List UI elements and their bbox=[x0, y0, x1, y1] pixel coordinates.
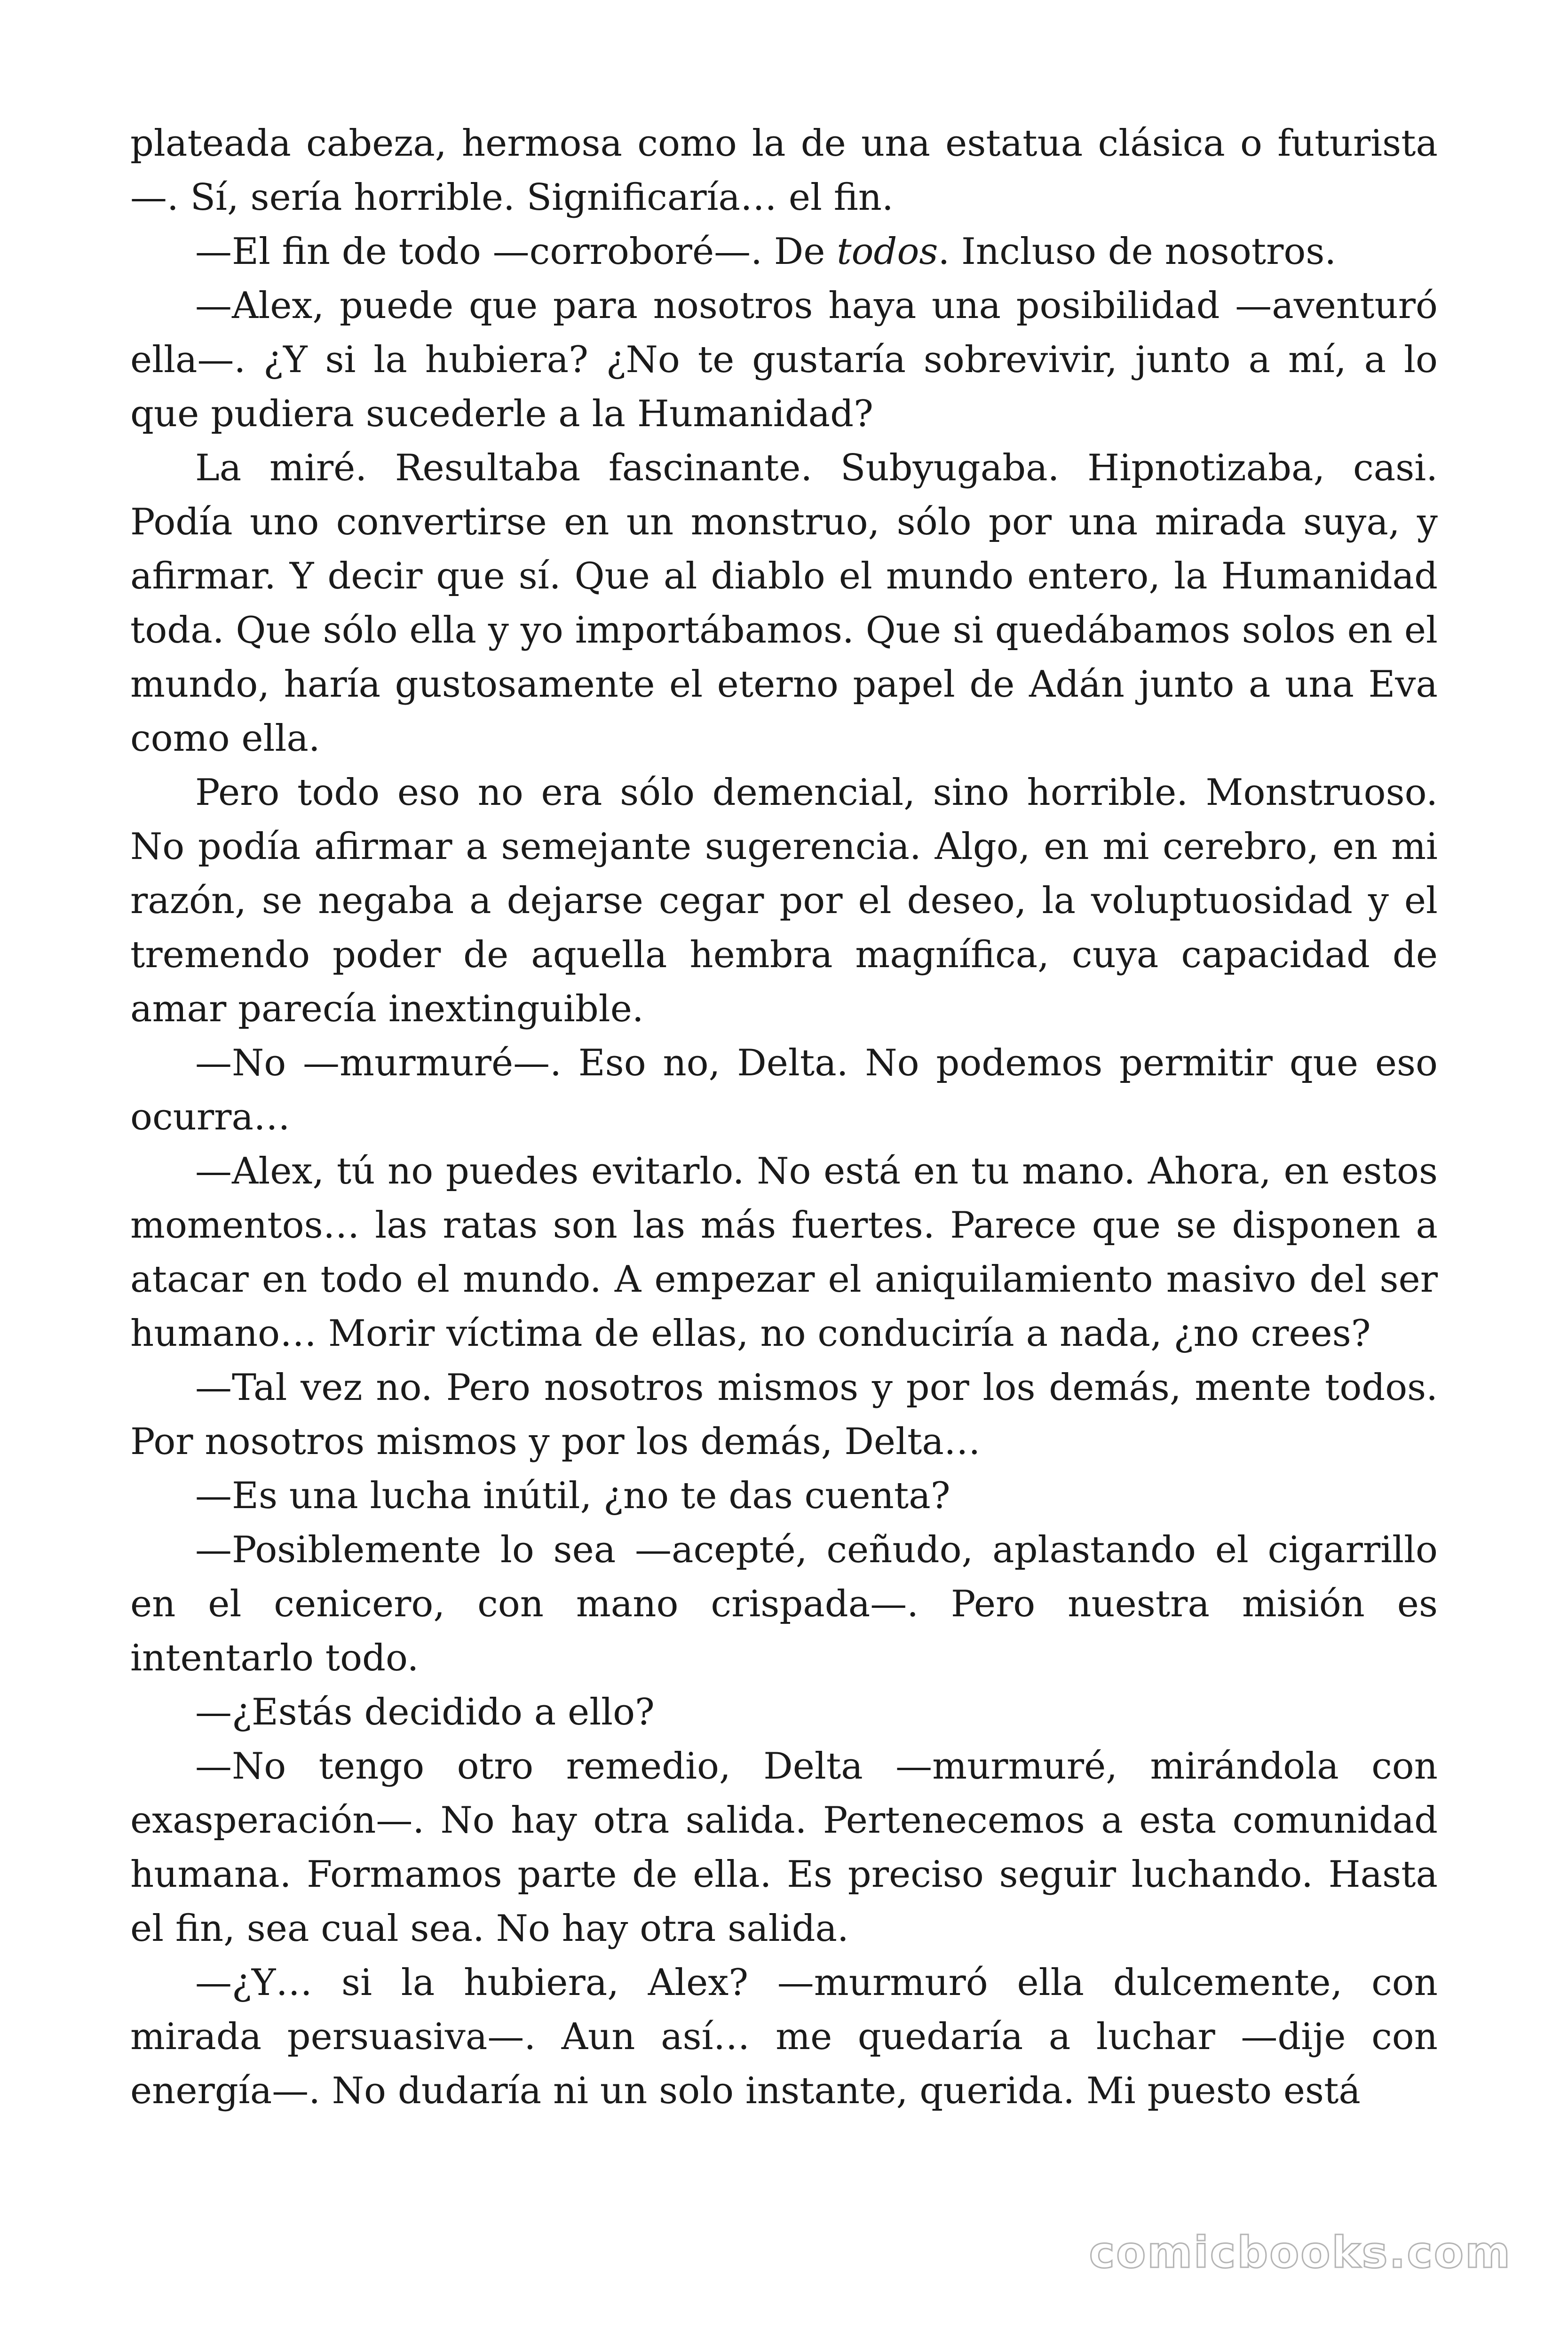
paragraph: —No —murmuré—. Eso no, Delta. No podemos permitir que eso ocurra… bbox=[130, 1042, 1438, 1138]
paragraph: —¿Y… si la hubiera, Alex? —murmuró ella dulcemente, con mirada persuasiva—. Aun así… me quedaría a luchar —dije con energía—. No dudaría ni un solo instante, querida. Mi puesto está bbox=[130, 1962, 1438, 2112]
paragraph: —Es una lucha inútil, ¿no te das cuenta? bbox=[195, 1475, 950, 1517]
paragraph-text: —El fin de todo —corroboré—. De bbox=[195, 230, 837, 273]
italic-word: todos bbox=[837, 230, 938, 273]
paragraph: La miré. Resultaba fascinante. Subyugaba. Hipnotizaba, casi. Podía uno convertirse en un monstruo, sólo por una mirada suya, y afirmar. Y decir que sí. Que al diablo el mundo entero, la Humanidad toda. Que sólo ella y yo importábamos. Que si quedábamos solos en el mundo, haría gustosamente el eterno papel de Adán junto a una Eva como ella. bbox=[130, 447, 1438, 760]
text-column bbox=[130, 117, 1438, 2118]
paragraph: —No tengo otro remedio, Delta —murmuré, mirándola con exasperación—. No hay otra salida. Pertenecemos a esta comunidad humana. Formamos parte de ella. Es preciso seguir luchando. Hasta el fin, sea cual sea. No hay otra salida. bbox=[130, 1745, 1438, 1950]
paragraph bbox=[130, 225, 1438, 279]
paragraph: —¿Estás decidido a ello? bbox=[195, 1691, 655, 1733]
paragraph: plateada cabeza, hermosa como la de una estatua clásica o futurista —. Sí, sería horrible. Significaría… el fin. bbox=[130, 122, 1438, 219]
paragraph: —Posiblemente lo sea —acepté, ceñudo, aplastando el cigarrillo en el cenicero, con mano crispada—. Pero nuestra misión es intentarlo todo. bbox=[130, 1529, 1438, 1679]
paragraph: —Tal vez no. Pero nosotros mismos y por los demás, mente todos. Por nosotros mismos y por los demás, Delta… bbox=[130, 1367, 1438, 1463]
paragraph: —Alex, tú no puedes evitarlo. No está en tu mano. Ahora, en estos momentos… las ratas son las más fuertes. Parece que se disponen a atacar en todo el mundo. A empezar el aniquilamiento masivo del ser humano… Morir víctima de ellas, no conduciría a nada, ¿no crees? bbox=[130, 1150, 1438, 1355]
paragraph-text: . Incluso de nosotros. bbox=[938, 230, 1337, 273]
watermark-text: comicbooks.com bbox=[1089, 2227, 1512, 2278]
paragraph: —Alex, puede que para nosotros haya una posibilidad —aventuró ella—. ¿Y si la hubiera? ¿No te gustaría sobrevivir, junto a mí, a lo que pudiera sucederle a la Humanidad? bbox=[130, 285, 1438, 435]
paragraph: Pero todo eso no era sólo demencial, sino horrible. Monstruoso. No podía afirmar a semejante sugerencia. Algo, en mi cerebro, en mi razón, se negaba a dejarse cegar por el deseo, la voluptuosidad y el tremendo poder de aquella hembra magnífica, cuya capacidad de amar parecía inextinguible. bbox=[130, 771, 1438, 1030]
